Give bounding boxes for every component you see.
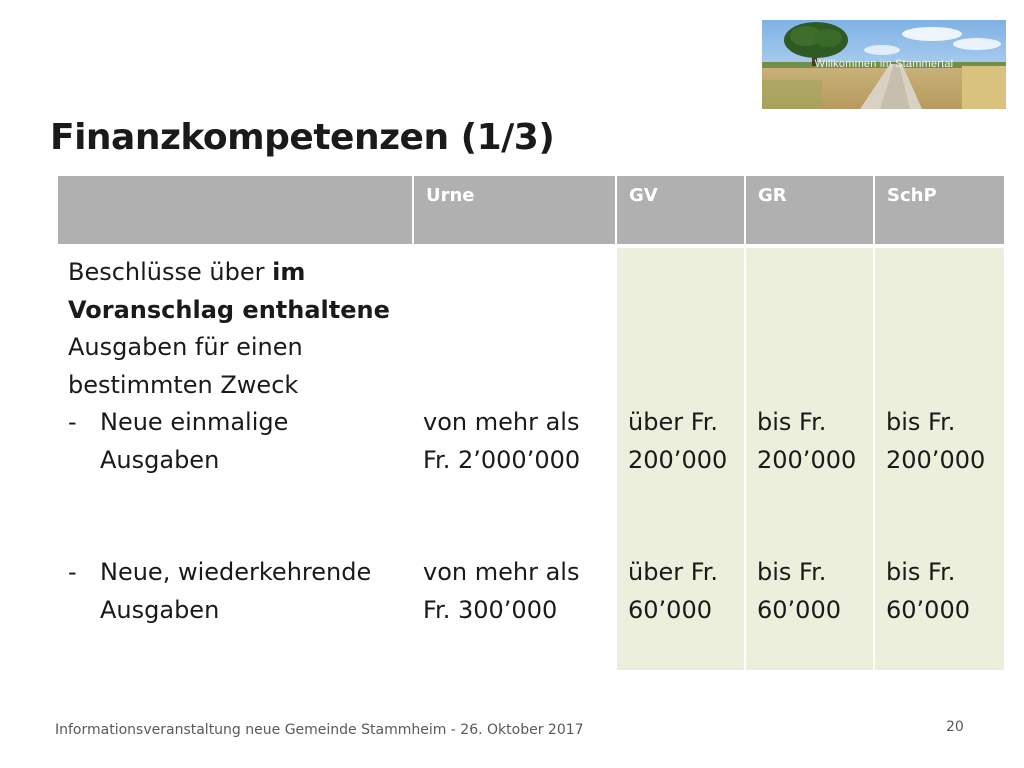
- page-number: 20: [946, 719, 964, 735]
- value-line: 60’000: [628, 595, 712, 624]
- dash-marker: -: [68, 408, 77, 436]
- header-cell-gr: GR: [746, 176, 873, 244]
- gr-value-one-time: [757, 404, 856, 479]
- value-line: bis Fr.: [886, 408, 956, 436]
- row-label-recurring: [68, 554, 371, 629]
- page-title: Finanzkompetenzen (1/3): [50, 117, 555, 158]
- header-cell-gv: GV: [617, 176, 744, 244]
- urne-cell: [414, 248, 615, 670]
- value-line: 200’000: [628, 445, 728, 474]
- footer-text: Informationsveranstaltung neue Gemeinde Stammheim - 26. Oktober 2017: [55, 722, 584, 738]
- value-line: über Fr.: [628, 408, 719, 436]
- value-line: Fr. 300’000: [423, 595, 558, 624]
- dash-marker: -: [68, 558, 77, 586]
- row-label-line: Ausgaben: [100, 595, 220, 624]
- value-line: bis Fr.: [757, 408, 827, 436]
- description-cell: [58, 248, 412, 670]
- row-label-line: Neue, wiederkehrende: [100, 558, 372, 586]
- urne-value-recurring: [423, 554, 579, 629]
- gv-value-recurring: [628, 554, 718, 629]
- value-line: 200’000: [886, 445, 986, 474]
- urne-value-one-time: [423, 404, 580, 479]
- description-line4: bestimmten Zweck: [68, 370, 299, 399]
- gv-value-one-time: [628, 404, 727, 479]
- value-line: von mehr als: [423, 408, 580, 436]
- header-cell-schp: SchP: [875, 176, 1004, 244]
- logo-image: [762, 20, 1006, 109]
- competence-table: [58, 176, 1004, 670]
- header-cell-empty: [58, 176, 412, 244]
- value-line: 60’000: [757, 595, 841, 624]
- description-line2: Voranschlag enthaltene: [68, 295, 390, 324]
- value-line: über Fr.: [628, 558, 719, 586]
- value-line: 60’000: [886, 595, 970, 624]
- value-line: von mehr als: [423, 558, 580, 586]
- gr-value-recurring: [757, 554, 841, 629]
- gr-cell: [746, 248, 873, 670]
- schp-cell: [875, 248, 1004, 670]
- gv-cell: [617, 248, 744, 670]
- schp-value-recurring: [886, 554, 970, 629]
- description-line3: Ausgaben für einen: [68, 333, 303, 361]
- header-cell-urne: Urne: [414, 176, 615, 244]
- value-line: bis Fr.: [757, 558, 827, 586]
- value-line: 200’000: [757, 445, 857, 474]
- value-line: bis Fr.: [886, 558, 956, 586]
- row-label-line: Neue einmalige: [100, 408, 289, 436]
- description-part2: im: [272, 258, 306, 286]
- description-part1: Beschlüsse über: [68, 258, 273, 286]
- description-text: [68, 254, 390, 404]
- value-line: Fr. 2’000’000: [423, 445, 581, 474]
- row-label-line: Ausgaben: [100, 445, 220, 474]
- schp-value-one-time: [886, 404, 985, 479]
- row-label-one-time: [68, 404, 288, 479]
- logo-caption: Willkommen im Stammertal: [814, 58, 954, 70]
